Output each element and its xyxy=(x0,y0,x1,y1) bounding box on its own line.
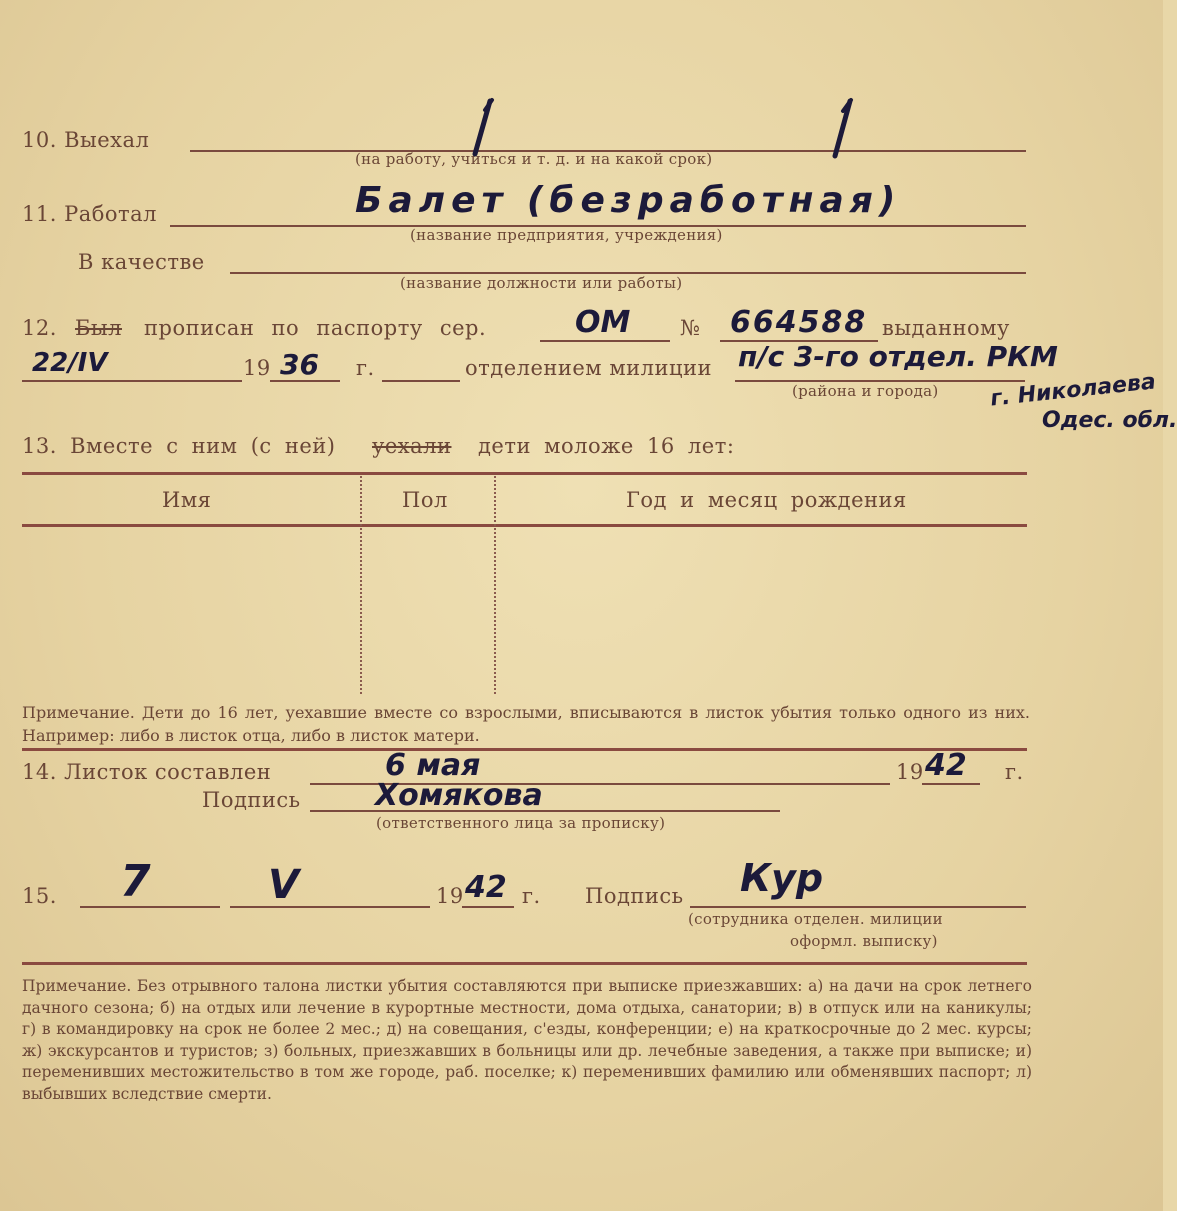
field-15-label: 15. xyxy=(22,884,57,908)
compiled-year-g: г. xyxy=(1005,760,1024,784)
dept-label: отделением милиции xyxy=(465,356,712,380)
issue-date: 22/IV xyxy=(32,348,108,378)
field-11-caption: (название предприятия, учреждения) xyxy=(410,226,723,244)
compiled-year: 42 xyxy=(925,748,967,783)
field-15-day: 7 xyxy=(120,856,151,907)
compiled-date: 6 мая xyxy=(385,748,481,783)
region-value: Одес. обл. xyxy=(1042,408,1177,433)
field-14-caption: (ответственного лица за прописку) xyxy=(376,814,666,832)
gap-line xyxy=(382,380,460,382)
field-15-caption-2: оформл. выписку) xyxy=(790,932,938,950)
field-13-text: 13. Вместе с ним (с ней) xyxy=(22,434,336,458)
field-10-label: 10. Выехал xyxy=(22,128,150,152)
field-13-struck: уехали xyxy=(372,434,452,458)
field-15-year: 42 xyxy=(465,870,507,905)
dept-value: п/с 3-го отдел. РКМ xyxy=(738,340,1058,373)
col-birth-header: Год и месяц рождения xyxy=(626,488,907,512)
dept-caption: (района и города) xyxy=(792,382,939,400)
passport-number: 664588 xyxy=(730,305,868,340)
field-15-month-line xyxy=(230,906,430,908)
passport-series: ОМ xyxy=(575,305,631,340)
issue-year-g: г. xyxy=(356,356,375,380)
field-12-number: 12. xyxy=(22,316,57,340)
field-15-caption-1: (сотрудника отделен. милиции xyxy=(688,910,943,928)
field-15-year-line xyxy=(462,906,514,908)
field-10-slashes xyxy=(430,96,880,166)
field-11-value: Балет (безработная) xyxy=(355,180,902,221)
table-divider-2 xyxy=(494,476,496,694)
compiled-year-prefix: 19 xyxy=(896,760,924,784)
note-without-coupon: Примечание. Без отрывного талона листки убытия составляются при выписке приезжавших: а) на дачи на срок летнего дачного сезона; б) на отдых или лечение в курортные местности, дома отдыха, санатории; в) в отпуск или на каникулы; г) в командировку на срок не более 2 мес.; д) на совещания, с'езды, конференции; е) на краткосрочные до 2 мес. курсы; ж) экскурсантов и туристов; з) больных, приезжавших в больницы или др. лечебные заведения, а также при выписке; и) переменивших местожительство в том же городе, раб. поселке; к) переменивших фамилию или обменявших паспорт; л) выбывших вследствие смерти. xyxy=(22,977,1032,1103)
issue-year-prefix: 19 xyxy=(243,356,271,380)
position-label: В качестве xyxy=(78,250,205,274)
field-15-year-prefix: 19 xyxy=(436,884,464,908)
field-10-caption: (на работу, учиться и т. д. и на какой срок) xyxy=(355,150,713,168)
note-children: Примечание. Дети до 16 лет, уехавшие вместе со взрослыми, вписываются в листок убытия только одного из них. Например: либо в листок отца, либо в листок матери. xyxy=(22,703,1030,745)
note1-rule xyxy=(22,748,1027,751)
field-11-label: 11. Работал xyxy=(22,202,157,226)
city-value: г. Николаева xyxy=(989,369,1157,412)
num-sign: № xyxy=(680,316,701,340)
field-13-text2: дети моложе 16 лет: xyxy=(478,434,735,458)
issued-label: выданному xyxy=(882,316,1010,340)
field-14-label: 14. Листок составлен xyxy=(22,760,272,784)
issue-year: 36 xyxy=(280,348,319,381)
position-caption: (название должности или работы) xyxy=(400,274,683,292)
field-15-sign-label: Подпись xyxy=(585,884,684,908)
table-divider-1 xyxy=(360,476,362,694)
field-15-year-g: г. xyxy=(522,884,541,908)
field-14-sign-label: Подпись xyxy=(202,788,301,812)
table-top-rule xyxy=(22,472,1027,475)
field-15-month: V xyxy=(268,862,299,908)
table-header-rule xyxy=(22,524,1027,527)
compiled-year-line xyxy=(922,783,980,785)
issue-date-line xyxy=(22,380,242,382)
series-line xyxy=(540,340,670,342)
field-15-sign-line xyxy=(690,906,1026,908)
field-12-text: прописан по паспорту сер. xyxy=(144,316,487,340)
note2-rule xyxy=(22,962,1027,965)
field-12-struck: Был xyxy=(75,316,122,340)
col-sex-header: Пол xyxy=(402,488,448,512)
field-15-signature: Кур xyxy=(740,856,824,900)
col-name-header: Имя xyxy=(162,488,212,512)
field-14-signature: Хомякова xyxy=(375,778,543,813)
